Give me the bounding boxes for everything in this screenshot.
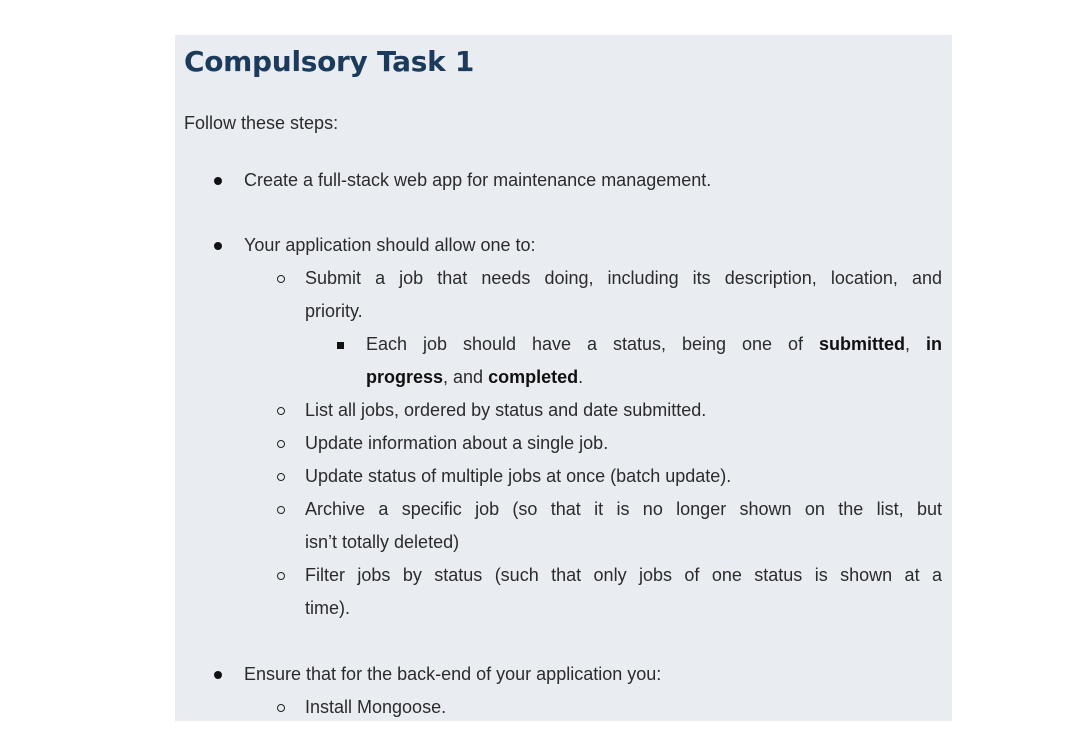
bullet-circle-icon bbox=[277, 275, 285, 283]
page-title: Compulsory Task 1 bbox=[184, 45, 475, 78]
list-item: Install Mongoose. bbox=[305, 697, 447, 717]
list-item: Ensure that for the back-end of your application you: bbox=[244, 664, 662, 684]
bullet-disc-icon bbox=[214, 242, 222, 250]
task-panel bbox=[175, 35, 952, 721]
list-item: Each job should have a status, being one of submitted, in bbox=[366, 334, 942, 354]
list-item: Update information about a single job. bbox=[305, 433, 609, 453]
bullet-circle-icon bbox=[277, 407, 285, 415]
bullet-circle-icon bbox=[277, 440, 285, 448]
list-item: Update status of multiple jobs at once (batch update). bbox=[305, 466, 732, 486]
list-item: List all jobs, ordered by status and date submitted. bbox=[305, 400, 707, 420]
bullet-disc-icon bbox=[214, 177, 222, 185]
bullet-disc-icon bbox=[214, 671, 222, 679]
list-item: Create a full-stack web app for maintenance management. bbox=[244, 170, 712, 190]
intro-text: Follow these steps: bbox=[184, 113, 339, 133]
bullet-circle-icon bbox=[277, 506, 285, 514]
list-item: Archive a specific job (so that it is no longer shown on the list, but bbox=[305, 499, 942, 519]
bullet-circle-icon bbox=[277, 572, 285, 580]
list-item-continued: progress, and completed. bbox=[366, 367, 584, 387]
list-item: Submit a job that needs doing, including its description, location, and bbox=[305, 268, 942, 288]
bullet-circle-icon bbox=[277, 473, 285, 481]
list-item: Filter jobs by status (such that only jobs of one status is shown at a bbox=[305, 565, 942, 585]
list-item: Your application should allow one to: bbox=[244, 235, 536, 255]
bullet-square-icon bbox=[337, 342, 344, 349]
bullet-circle-icon bbox=[277, 704, 285, 712]
list-item-continued: time). bbox=[305, 598, 350, 618]
list-item-continued: priority. bbox=[305, 301, 363, 321]
list-item-continued: isn’t totally deleted) bbox=[305, 532, 460, 552]
